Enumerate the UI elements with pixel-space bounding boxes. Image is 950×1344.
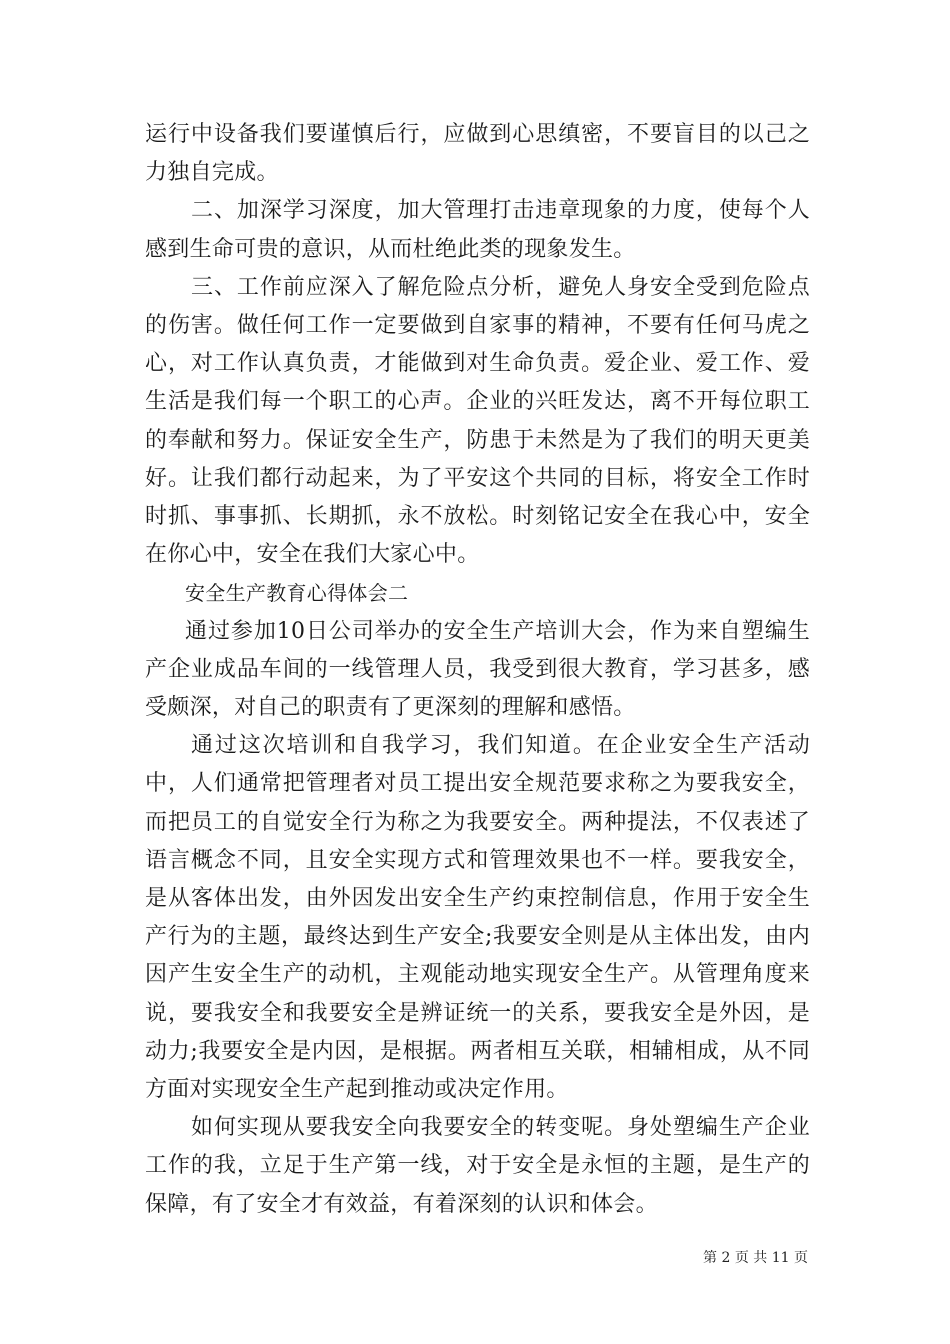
paragraph-training-intro: 通过参加10日公司举办的安全生产培训大会，作为来自塑编生产企业成品车间的一线管理人员，我受到很大教育，学习甚多，感受颇深，对自己的职责有了更深刻的理解和感悟。 xyxy=(145,618,810,721)
paragraph-safety-concepts: 通过这次培训和自我学习，我们知道。在企业安全生产活动中，人们通常把管理者对员工提出安全规范要求称之为要我安全，而把员工的自觉安全行为称之为我要安全。两种提法，不仅表述了语言概念不同，且安全实现方式和管理效果也不一样。要我安全，是从客体出发，由外因发出安全生产约束控制信息，作用于安全生产行为的主题，最终达到生产安全;我要安全则是从主体出发，由内因产生安全生产的动机，主观能动地实现安全生产。从管理角度来说，要我安全和我要安全是辨证统一的关系，要我安全是外因，是动力;我要安全是内因，是根据。两者相互关联，相辅相成，从不同方面对实现安全生产起到推动或决定作用。 xyxy=(145,733,810,1103)
page-number-footer: 第 2 页 共 11 页 xyxy=(703,1250,808,1266)
paragraph-point-two: 二、加深学习深度，加大管理打击违章现象的力度，使每个人感到生命可贵的意识，从而杜绝此类的现象发生。 xyxy=(145,198,810,262)
paragraph-continuation: 运行中设备我们要谨慎后行，应做到心思缜密，不要盲目的以己之力独自完成。 xyxy=(145,122,810,186)
paragraph-transformation: 如何实现从要我安全向我要安全的转变呢。身处塑编生产企业工作的我，立足于生产第一线，对于安全是永恒的主题，是生产的保障，有了安全才有效益，有着深刻的认识和体会。 xyxy=(145,1115,810,1217)
paragraph-point-three: 三、工作前应深入了解危险点分析，避免人身安全受到危险点的伤害。做任何工作一定要做到自家事的精神，不要有任何马虎之心，对工作认真负责，才能做到对生命负责。爱企业、爱工作、爱生活是我们每一个职工的心声。企业的兴旺发达，离不开每位职工的奉献和努力。保证安全生产，防患于未然是为了我们的明天更美好。让我们都行动起来，为了平安这个共同的目标，将安全工作时时抓、事事抓、长期抓，永不放松。时刻铭记安全在我心中，安全在你心中，安全在我们大家心中。 xyxy=(145,274,810,568)
section-heading: 安全生产教育心得体会二 xyxy=(185,581,409,606)
document-body xyxy=(145,116,810,1224)
